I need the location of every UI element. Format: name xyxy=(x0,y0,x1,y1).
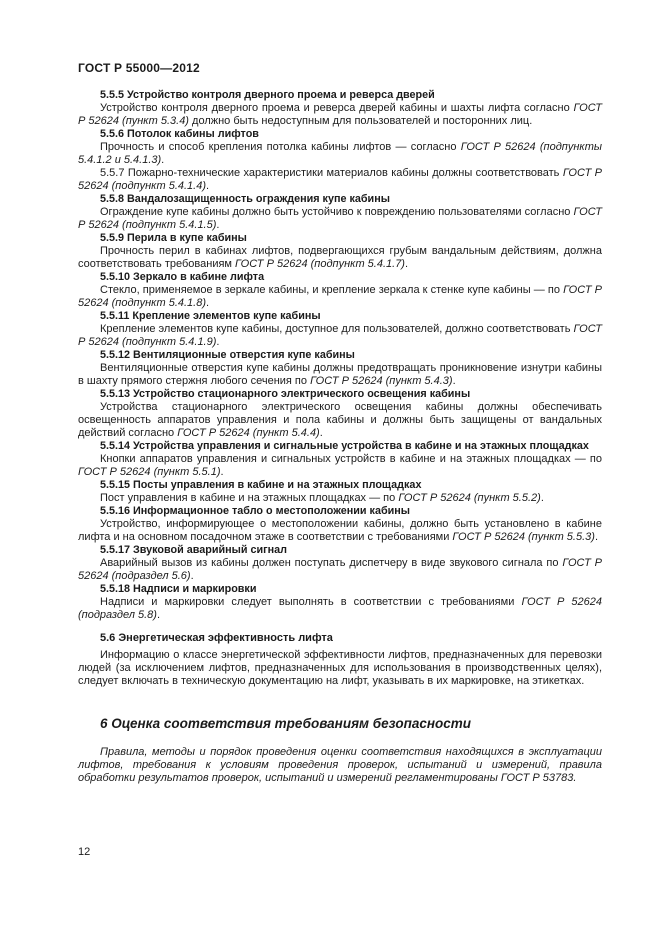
running-header: ГОСТ Р 55000—2012 xyxy=(78,61,200,75)
text-run: 5.5.8 Вандалозащищенность ограждения купе кабины xyxy=(100,193,390,205)
text-run: Прочность и способ крепления потолка кабины лифтов — согласно xyxy=(100,141,461,153)
text-run: 5.5.15 Посты управления в кабине и на этажных площадках xyxy=(100,479,422,491)
text-run: . xyxy=(404,258,409,270)
text-run: Крепление элементов купе кабины, доступное для пользователей, должно соответствовать xyxy=(100,323,574,335)
text-run: . xyxy=(540,492,544,504)
paragraph xyxy=(78,102,602,128)
text-run: 6 Оценка соответствия требованиям безопасности xyxy=(100,716,472,731)
text-run: . xyxy=(206,297,210,309)
paragraph xyxy=(78,518,602,544)
text-run: ГОСТ Р 52624 (пункт 5.3.4) xyxy=(78,102,602,127)
clause-heading xyxy=(78,193,602,206)
text-run: 5.5.6 Потолок кабины лифтов xyxy=(100,128,259,140)
text-run: 5.5.13 Устройство стационарного электрического освещения кабины xyxy=(100,388,471,400)
paragraph xyxy=(78,492,602,505)
text-run: 5.5.17 Звуковой аварийный сигнал xyxy=(100,544,288,556)
text-run: Вентиляционные отверстия купе кабины должны предотвращать проникновение изнутри кабины в шахту прямого стержня любого сечения по xyxy=(78,362,602,387)
clause-heading xyxy=(78,583,602,596)
text-run: ГОСТ Р 52624 (подпункты 5.4.1.2 и 5.4.1.3) xyxy=(78,141,602,166)
text-run: . xyxy=(190,570,194,582)
text-run: . xyxy=(156,609,161,621)
paragraph xyxy=(78,401,602,440)
text-run: . xyxy=(216,336,220,348)
clause-heading xyxy=(78,310,602,323)
text-run: Устройства стационарного электрического освещения кабины должны обеспечивать освещенность аппаратов управления и пола кабины и должны быть защищены от вандальных действий согласно xyxy=(78,401,602,439)
text-run: ГОСТ Р 52624 (подпункт 5.4.1.7) xyxy=(235,258,405,270)
clause-heading xyxy=(78,440,602,453)
clause-heading xyxy=(78,716,602,732)
clause-heading xyxy=(78,349,602,362)
text-run: 5.5.18 Надписи и маркировки xyxy=(100,583,257,595)
text-run: Аварийный вызов из кабины должен поступать диспетчеру в виде звукового сигнала по xyxy=(100,557,563,569)
text-run: ГОСТ Р 52624 (пункт 5.5.2) xyxy=(398,492,541,504)
text-run: 5.5.7 Пожарно-технические характеристики материалов кабины должны соответствовать xyxy=(100,167,563,179)
text-run: 5.5.16 Информационное табло о местоположении кабины xyxy=(100,505,410,517)
text-run: должно быть недоступным для пользователей и посторонних лиц. xyxy=(188,115,533,127)
page-number: 12 xyxy=(78,846,91,858)
text-run: ГОСТ Р 52624 (пункт 5.4.3) xyxy=(310,375,453,387)
clause-heading xyxy=(78,89,602,102)
text-run: ГОСТ Р 52624 (подпункт 5.4.1.5) xyxy=(78,206,602,231)
text-run: Надписи и маркировки следует выполнять в соответствии с требованиями xyxy=(100,596,522,608)
paragraph xyxy=(78,362,602,388)
text-run: 5.5.11 Крепление элементов купе кабины xyxy=(100,310,321,322)
text-run: 5.5.9 Перила в купе кабины xyxy=(100,232,247,244)
clause-heading xyxy=(78,479,602,492)
text-run: . xyxy=(319,427,323,439)
paragraph xyxy=(78,453,602,479)
text-run: 5.5.14 Устройства управления и сигнальные устройства в кабине и на этажных площадках xyxy=(100,440,589,452)
clause-heading xyxy=(78,544,602,557)
paragraph xyxy=(78,167,602,193)
text-run: Правила, методы и порядок проведения оценки соответствия находящихся в эксплуатации лифтов, требования к условиям проведения проверок, испытаний и измерений, правила обработки результатов проверок, испытаний и измерений регламентированы ГОСТ Р 53783. xyxy=(78,746,602,784)
text-run: . xyxy=(161,154,165,166)
text-run: ГОСТ Р 52624 (подраздел 5.6) xyxy=(78,557,602,582)
text-run: 5.6 Энергетическая эффективность лифта xyxy=(100,632,333,644)
text-run: 5.5.12 Вентиляционные отверстия купе кабины xyxy=(100,349,355,361)
clause-heading xyxy=(78,232,602,245)
text-run: 5.5.10 Зеркало в кабине лифта xyxy=(100,271,265,283)
text-run: . xyxy=(206,180,210,192)
text-run: 5.5.5 Устройство контроля дверного проема и реверса дверей xyxy=(100,89,435,101)
text-run: Пост управления в кабине и на этажных площадках — по xyxy=(100,492,399,504)
paragraph xyxy=(78,557,602,583)
paragraph xyxy=(78,746,602,785)
clause-heading xyxy=(78,505,602,518)
document-content xyxy=(78,89,602,785)
text-run: ГОСТ Р 52624 (подраздел 5.8) xyxy=(78,596,602,621)
text-run: . xyxy=(452,375,456,387)
clause-heading xyxy=(78,271,602,284)
paragraph xyxy=(78,323,602,349)
text-run: Кнопки аппаратов управления и сигнальных устройств в кабине и на этажных площадках — по xyxy=(100,453,602,465)
text-run: ГОСТ Р 52624 (пункт 5.5.1) xyxy=(78,466,221,478)
text-run: ГОСТ Р 52624 (подпункт 5.4.1.8) xyxy=(78,284,602,309)
text-run: Стекло, применяемое в зеркале кабины, и крепление зеркала к стенке купе кабины — по xyxy=(100,284,564,296)
text-run: ГОСТ Р 52624 (подпункт 5.4.1.4) xyxy=(78,167,603,192)
text-run: Прочность перил в кабинах лифтов, подвергающихся грубым вандальным действиям, должна соответствовать требованиям xyxy=(78,245,602,270)
text-run: Устройство, информирующее о местоположении кабины, должно быть установлено в кабине лифта и на основном посадочном этаже в соответствии с требованиями xyxy=(78,518,602,543)
text-run: . xyxy=(594,531,598,543)
paragraph xyxy=(78,141,602,167)
paragraph xyxy=(78,206,602,232)
paragraph xyxy=(78,596,602,622)
clause-heading xyxy=(78,632,602,645)
paragraph xyxy=(78,284,602,310)
text-run: Ограждение купе кабины должно быть устойчиво к повреждению пользователями согласно xyxy=(100,206,574,218)
paragraph xyxy=(78,649,602,688)
text-run: ГОСТ Р 52624 (пункт 5.4.4) xyxy=(177,427,320,439)
text-run: . xyxy=(220,466,224,478)
text-run: ГОСТ Р 52624 (подпункт 5.4.1.9) xyxy=(78,323,602,348)
clause-heading xyxy=(78,388,602,401)
clause-heading xyxy=(78,128,602,141)
text-run: Информацию о классе энергетической эффективности лифтов, предназначенных для перевозки людей (за исключением лифтов, предназначенных для использования в производственных целях), следует включать в техническую документацию на лифт, указывать в их маркировке, на этикетках. xyxy=(78,649,602,687)
text-run: . xyxy=(216,219,220,231)
paragraph xyxy=(78,245,602,271)
text-run: Устройство контроля дверного проема и реверса дверей кабины и шахты лифта согласно xyxy=(100,102,574,114)
text-run: ГОСТ Р 52624 (пункт 5.5.3) xyxy=(452,531,595,543)
